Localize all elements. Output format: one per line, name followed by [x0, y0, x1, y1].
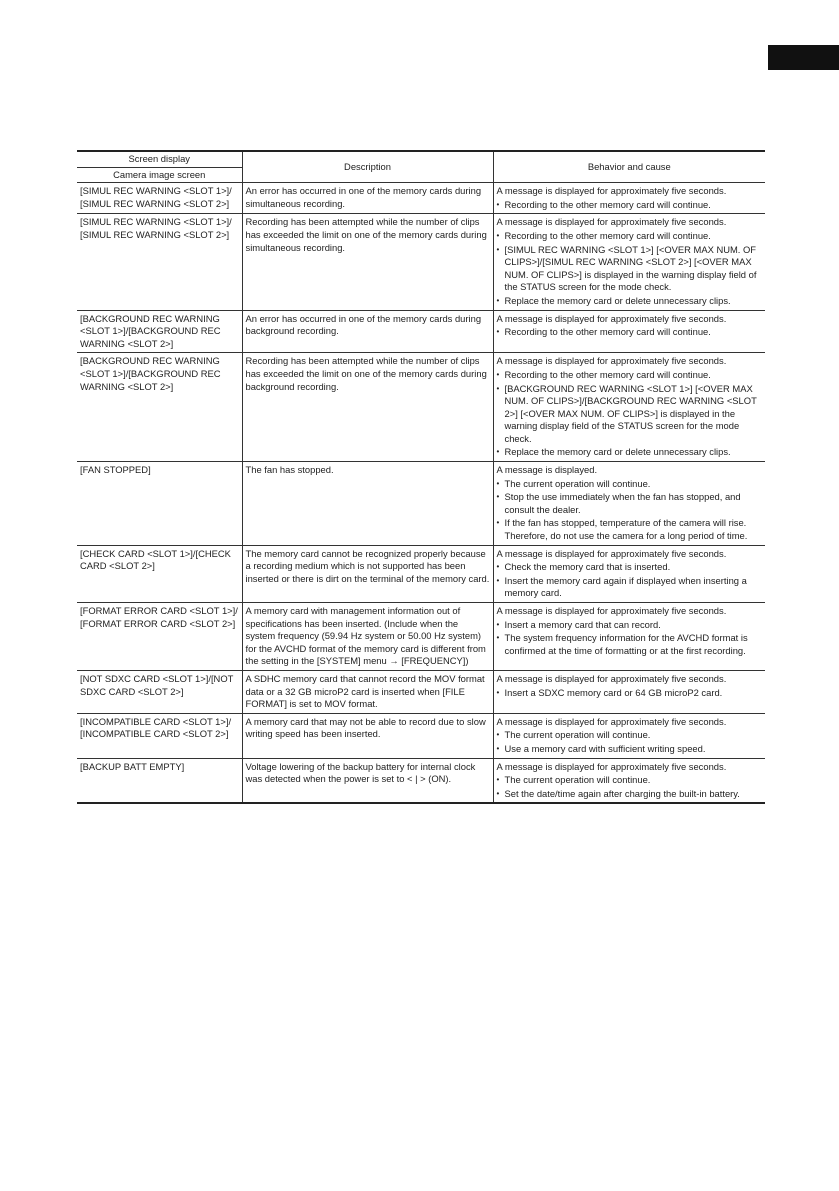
screen-display-cell: [CHECK CARD <SLOT 1>]/[CHECK CARD <SLOT 2>]: [77, 545, 242, 602]
description-cell: A SDHC memory card that cannot record the MOV format data or a 32 GB microP2 card is inserted when [FILE FORMAT] is set to MOV format.: [242, 670, 493, 713]
behavior-bullet: • Stop the use immediately when the fan has stopped, and consult the dealer.: [497, 491, 763, 516]
behavior-lead: A message is displayed for approximately five seconds.: [496, 185, 727, 197]
behavior-cell: [493, 214, 765, 310]
table-row: [77, 758, 765, 803]
screen-display-cell: [BACKGROUND REC WARNING <SLOT 1>]/[BACKGROUND REC WARNING <SLOT 2>]: [77, 353, 242, 462]
section-tab-marker: [768, 45, 839, 70]
behavior-list: [497, 619, 763, 658]
behavior-bullet: • The current operation will continue.: [497, 478, 763, 491]
behavior-list: [497, 687, 763, 700]
table-row: [77, 353, 765, 462]
behavior-bullet: • Recording to the other memory card will continue.: [497, 230, 763, 243]
behavior-bullet: • Insert a SDXC memory card or 64 GB microP2 card.: [497, 687, 763, 700]
description-cell: Recording has been attempted while the number of clips has exceeded the limit on one of the memory cards during simultaneous recording.: [242, 214, 493, 310]
description-cell: A memory card that may not be able to record due to slow writing speed has been inserted.: [242, 713, 493, 758]
behavior-bullet: • Insert a memory card that can record.: [497, 619, 763, 632]
behavior-bullet: • Insert the memory card again if displayed when inserting a memory card.: [497, 575, 763, 600]
warning-messages-table: [77, 150, 765, 804]
behavior-lead: A message is displayed for approximately five seconds.: [496, 547, 727, 559]
description-cell: The memory card cannot be recognized properly because a recording medium which is not supported has been inserted or there is dirt on the terminal of the memory card.: [242, 545, 493, 602]
behavior-bullet: • [BACKGROUND REC WARNING <SLOT 1>] [<OVER MAX NUM. OF CLIPS>]/[BACKGROUND REC WARNING <SLOT 2>] [<OVER MAX NUM. OF CLIPS>] is displayed in the warning display field of the STATUS screen for the mode check.: [497, 383, 763, 446]
behavior-cell: [493, 462, 765, 546]
behavior-lead: A message is displayed for approximately five seconds.: [496, 672, 727, 684]
table-row: [77, 462, 765, 546]
table-row: [77, 310, 765, 353]
behavior-lead: A message is displayed for approximately five seconds.: [496, 355, 727, 367]
behavior-bullet: • Set the date/time again after charging the built-in battery.: [497, 788, 763, 801]
header-description: Description: [242, 151, 493, 183]
header-behavior: Behavior and cause: [493, 151, 765, 183]
behavior-bullet: • Replace the memory card or delete unnecessary clips.: [497, 295, 763, 308]
behavior-lead: A message is displayed for approximately five seconds.: [496, 216, 727, 228]
behavior-bullet: • Use a memory card with sufficient writing speed.: [497, 743, 763, 756]
description-cell: Voltage lowering of the backup battery for internal clock was detected when the power is set to < | > (ON).: [242, 758, 493, 803]
description-cell: A memory card with management information out of specifications has been inserted. (Include when the system frequency (59.94 Hz system or 50.00 Hz system) for the AVCHD format of the memory card is different from the setting in the [SYSTEM] menu → [FREQUENCY]): [242, 603, 493, 671]
description-cell: Recording has been attempted while the number of clips has exceeded the limit on one of the memory cards during background recording.: [242, 353, 493, 462]
table-row: [77, 713, 765, 758]
table-row: [77, 214, 765, 310]
behavior-cell: [493, 353, 765, 462]
screen-display-cell: [FAN STOPPED]: [77, 462, 242, 546]
behavior-bullet: • Replace the memory card or delete unnecessary clips.: [497, 446, 763, 459]
screen-display-cell: [FORMAT ERROR CARD <SLOT 1>]/ [FORMAT ERROR CARD <SLOT 2>]: [77, 603, 242, 671]
behavior-cell: [493, 310, 765, 353]
behavior-lead: A message is displayed for approximately five seconds.: [496, 605, 727, 616]
behavior-bullet: • Recording to the other memory card will continue.: [497, 369, 763, 382]
behavior-cell: [493, 670, 765, 713]
behavior-bullet: • The current operation will continue.: [497, 729, 763, 742]
behavior-lead: A message is displayed for approximately five seconds.: [496, 312, 727, 324]
behavior-bullet: • Recording to the other memory card will continue.: [497, 326, 763, 339]
behavior-bullet: • Check the memory card that is inserted.: [497, 561, 763, 574]
screen-display-cell: [SIMUL REC WARNING <SLOT 1>]/ [SIMUL REC WARNING <SLOT 2>]: [77, 214, 242, 310]
behavior-bullet: • Recording to the other memory card will continue.: [497, 199, 763, 212]
behavior-cell: [493, 758, 765, 803]
behavior-list: [497, 369, 763, 459]
behavior-bullet: • The current operation will continue.: [497, 774, 763, 787]
behavior-lead: A message is displayed for approximately five seconds.: [496, 760, 727, 772]
table-row: [77, 670, 765, 713]
behavior-cell: [493, 183, 765, 214]
behavior-list: [497, 478, 763, 543]
behavior-lead: A message is displayed.: [496, 464, 598, 476]
screen-display-cell: [SIMUL REC WARNING <SLOT 1>]/ [SIMUL REC WARNING <SLOT 2>]: [77, 183, 242, 214]
screen-display-cell: [INCOMPATIBLE CARD <SLOT 1>]/ [INCOMPATIBLE CARD <SLOT 2>]: [77, 713, 242, 758]
behavior-lead: A message is displayed for approximately five seconds.: [496, 715, 727, 727]
behavior-list: [497, 199, 763, 212]
table-row: [77, 545, 765, 602]
behavior-list: [497, 729, 763, 755]
behavior-cell: [493, 603, 765, 671]
behavior-cell: [493, 713, 765, 758]
behavior-bullet: • The system frequency information for the AVCHD format is confirmed at the time of formatting or at the first recording.: [497, 632, 763, 657]
table-row: [77, 183, 765, 214]
behavior-list: [497, 774, 763, 800]
behavior-bullet: • [SIMUL REC WARNING <SLOT 1>] [<OVER MAX NUM. OF CLIPS>]/[SIMUL REC WARNING <SLOT 2>] [<OVER MAX NUM. OF CLIPS>] is displayed in the warning display field of the STATUS screen for the mode check.: [497, 244, 763, 294]
screen-display-cell: [BACKUP BATT EMPTY]: [77, 758, 242, 803]
screen-display-cell: [BACKGROUND REC WARNING <SLOT 1>]/[BACKGROUND REC WARNING <SLOT 2>]: [77, 310, 242, 353]
behavior-bullet: • If the fan has stopped, temperature of the camera will rise. Therefore, do not use the camera for a long period of time.: [497, 517, 763, 542]
behavior-list: [497, 561, 763, 600]
behavior-cell: [493, 545, 765, 602]
description-cell: An error has occurred in one of the memory cards during background recording.: [242, 310, 493, 353]
behavior-list: [497, 326, 763, 339]
behavior-list: [497, 230, 763, 308]
screen-display-cell: [NOT SDXC CARD <SLOT 1>]/[NOT SDXC CARD <SLOT 2>]: [77, 670, 242, 713]
description-cell: The fan has stopped.: [242, 462, 493, 546]
header-screen-display: Screen display: [77, 151, 242, 167]
description-cell: An error has occurred in one of the memory cards during simultaneous recording.: [242, 183, 493, 214]
table-row: [77, 603, 765, 671]
header-camera-image-screen: Camera image screen: [77, 167, 242, 183]
